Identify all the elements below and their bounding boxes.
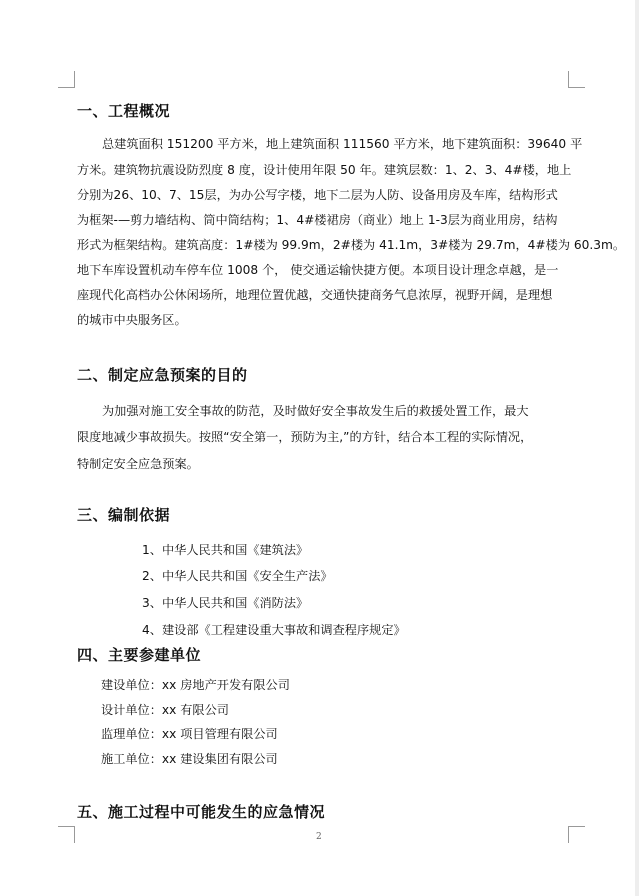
section-2-heading: 二、制定应急预案的目的 — [77, 366, 248, 384]
section-1-line: 座现代化高档办公休闲场所，地理位置优越，交通快捷商务气息浓厚，视野开阔，是理想 — [77, 288, 553, 302]
section-4-heading: 四、主要参建单位 — [77, 646, 202, 664]
participant-unit: 设计单位：xx 有限公司 — [101, 703, 229, 717]
section-1-line: 形式为框架结构。建筑高度：1#楼为 99.9m，2#楼为 41.1m，3#楼为 29.7m，4#楼为 60.3m。 — [77, 238, 626, 252]
page-number: 2 — [316, 832, 322, 842]
section-2-line: 特制定安全应急预案。 — [77, 457, 199, 471]
crop-mark-top-left — [58, 71, 75, 88]
crop-mark-bottom-right — [568, 826, 585, 843]
section-1-line: 的城市中央服务区。 — [77, 313, 187, 327]
section-5-heading: 五、施工过程中可能发生的应急情况 — [77, 803, 326, 821]
section-1-line: 分别为26、10、7、15层，为办公写字楼，地下二层为人防、设备用房及车库，结构形式 — [77, 188, 558, 202]
section-1-line: 为框架-—剪力墙结构、筒中筒结构；1、4#楼裙房（商业）地上 1-3层为商业用房，结构 — [77, 213, 558, 227]
section-1-line: 地下车库设置机动车停车位 1008 个， 使交通运输快捷方便。本项目设计理念卓越，是一 — [77, 263, 559, 277]
reference-item: 1、中华人民共和国《建筑法》 — [142, 543, 309, 557]
section-1-line: 方米。建筑物抗震设防烈度 8 度，设计使用年限 50 年。建筑层数：1、2、3、4#楼，地上 — [77, 163, 572, 177]
reference-item: 2、中华人民共和国《安全生产法》 — [142, 569, 333, 583]
section-2-line: 为加强对施工安全事故的防范，及时做好安全事故发生后的救援处置工作，最大 — [102, 404, 529, 418]
participant-unit: 施工单位：xx 建设集团有限公司 — [101, 752, 278, 766]
section-1-heading: 一、工程概况 — [77, 102, 171, 120]
section-1-line: 总建筑面积 151200 平方米，地上建筑面积 111560 平方米，地下建筑面积：39640 平 — [102, 137, 583, 151]
section-3-heading: 三、编制依据 — [77, 506, 171, 524]
crop-mark-top-right — [568, 71, 585, 88]
crop-mark-bottom-left — [58, 826, 75, 843]
reference-item: 3、中华人民共和国《消防法》 — [142, 596, 309, 610]
section-2-line: 限度地减少事故损失。按照“安全第一，预防为主,”的方针，结合本工程的实际情况， — [77, 430, 533, 444]
participant-unit: 建设单位：xx 房地产开发有限公司 — [101, 678, 290, 692]
page-edge — [635, 0, 639, 896]
participant-unit: 监理单位：xx 项目管理有限公司 — [101, 727, 278, 741]
reference-item: 4、建设部《工程建设重大事故和调查程序规定》 — [142, 623, 406, 637]
